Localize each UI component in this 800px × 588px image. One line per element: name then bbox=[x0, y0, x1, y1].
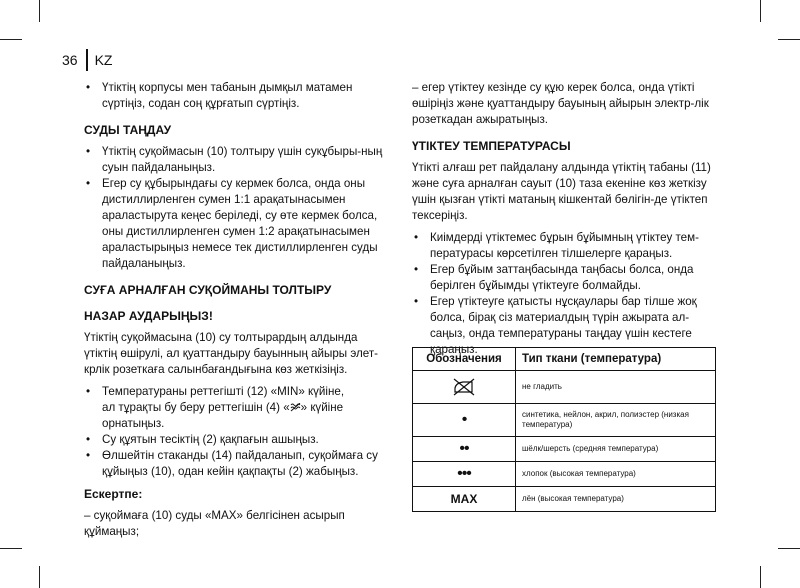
table-header-cell: Обозначения bbox=[413, 348, 516, 370]
attention-heading: НАЗАР АУДАРЫҢЫЗ! bbox=[84, 309, 213, 323]
table-cell-symbol bbox=[413, 371, 516, 403]
attention-text: Үтіктің суқоймасына (10) су толтырардың алдында үтіктің өшірулі, ал қуаттандыру бауынның айыры элет-крлік розеткаға салынбағандығына көз жеткізіңіз. bbox=[84, 331, 379, 376]
no-steam-icon bbox=[290, 403, 301, 412]
crop-mark bbox=[0, 548, 22, 549]
table-row bbox=[413, 370, 715, 403]
list-item: • Үтіктің суқоймасын (10) толтыру үшін сукұбыры-ның суын пайдаланыңыз. bbox=[84, 144, 384, 176]
table-cell-symbol: ••• bbox=[413, 462, 516, 486]
item-text: орнатыңыз. bbox=[102, 417, 165, 430]
continuation-text: – егер үтіктеу кезінде су құю керек болса, онда үтікті өшіріңіз және қуаттандыру бауының айырын электр-лік розеткадан ажыратыңыз. bbox=[412, 81, 709, 126]
list-item: • Су құятын тесіктің (2) қақпағын ашыңыз. bbox=[84, 432, 384, 448]
table-cell-symbol: •• bbox=[413, 437, 516, 461]
list-item: • Киімдерді үтіктемес бұрын бұйымның үтіктеу тем-пературасы көрсетілген тілшелерге қараңыз. bbox=[412, 230, 718, 262]
table-row bbox=[413, 461, 715, 486]
list-item: • Егер үтіктеуге қатысты нұсқаулары бар тілше жоқ болса, бірақ сіз материалдың түрін ажырата ал-саңыз, онда температураны таңдау үшін кестеге қараңыз. bbox=[412, 294, 718, 358]
no-ironing-icon bbox=[451, 377, 477, 397]
page-number: 36 bbox=[62, 52, 78, 68]
item-text: » күйіне bbox=[300, 401, 344, 414]
table-row bbox=[413, 436, 715, 461]
list-item: • Үтіктің корпусы мен табанын дымқыл матамен сүртіңіз, содан соң құрғатып сүртіңіз. bbox=[84, 80, 384, 112]
list-item: • Егер су құбырындағы су кермек болса, онда оны дистиллирленген сумен 1:1 арақатынасымен араластырута кеңес беріледі, су өте кермек болса, оны дистиллирленген сумен 1:2 арақатынасымен араластырыңыз немесе тек дистиллирленген суды пайдаланыңыз. bbox=[84, 176, 384, 272]
note-heading: Ескертпе: bbox=[84, 487, 143, 501]
table-cell-description: хлопок (высокая температура) bbox=[522, 469, 636, 478]
table-header-row bbox=[413, 348, 715, 370]
table-cell-description: не гладить bbox=[522, 382, 562, 391]
crop-mark bbox=[778, 39, 800, 40]
crop-mark bbox=[760, 0, 761, 22]
section-heading-ironing-temperature: ҮТІКТЕУ ТЕМПЕРАТУРАСЫ bbox=[412, 139, 571, 153]
header-divider bbox=[86, 49, 88, 71]
table-row bbox=[413, 486, 715, 511]
list-item: • Өлшейтін стаканды (14) пайдаланып, суқоймаға су құйыңыз (10), одан кейін қақпақты (2) жабыңыз. bbox=[84, 448, 384, 480]
table-header-cell: Тип ткани (температура) bbox=[522, 353, 662, 365]
fabric-temperature-table bbox=[412, 347, 716, 512]
crop-mark bbox=[39, 0, 40, 22]
table-cell-description: шёлк/шерсть (средняя температура) bbox=[522, 444, 659, 453]
table-cell-description: синтетика, нейлон, акрил, полиэстер (низкая температура) bbox=[522, 410, 689, 429]
table-cell-description: лён (высокая температура) bbox=[522, 494, 624, 503]
temperature-intro: Үтікті алғаш рет пайдалану алдында үтіктің табаны (11) және суға арналған сауыт (10) таза екеніне көз жеткізу үшін қызған үтікті матаның кішкентай бөлігін-де үтіктеп тексеріңіз. bbox=[412, 161, 711, 222]
crop-mark bbox=[778, 548, 800, 549]
page-header bbox=[62, 50, 112, 70]
item-text: Температураны реттегішті (12) «MIN» күйіне, bbox=[102, 385, 345, 398]
note-text: – суқоймаға (10) суды «MAX» белгісінен асырып құймаңыз; bbox=[84, 509, 345, 538]
table-cell-symbol: MAX bbox=[413, 487, 516, 511]
left-column bbox=[84, 80, 384, 540]
crop-mark bbox=[760, 566, 761, 588]
section-heading-filling: СУҒА АРНАЛҒАН СУҚОЙМАНЫ ТОЛТЫРУ bbox=[84, 283, 332, 297]
right-column bbox=[412, 80, 718, 358]
section-heading-water-choice: СУДЫ ТАҢДАУ bbox=[84, 123, 172, 137]
item-text: ал тұрақты бу беру реттегішін (4) « bbox=[102, 401, 290, 414]
crop-mark bbox=[39, 566, 40, 588]
table-cell-symbol: • bbox=[413, 404, 516, 436]
item-text: Егер бұйым заттаңбасында таңбасы болса, онда берілген бұйымды үтіктеуге болмайды. bbox=[430, 263, 694, 292]
list-item bbox=[84, 384, 384, 432]
list-item bbox=[412, 262, 718, 294]
table-row bbox=[413, 403, 715, 436]
crop-mark bbox=[0, 39, 22, 40]
language-code: KZ bbox=[94, 52, 113, 68]
